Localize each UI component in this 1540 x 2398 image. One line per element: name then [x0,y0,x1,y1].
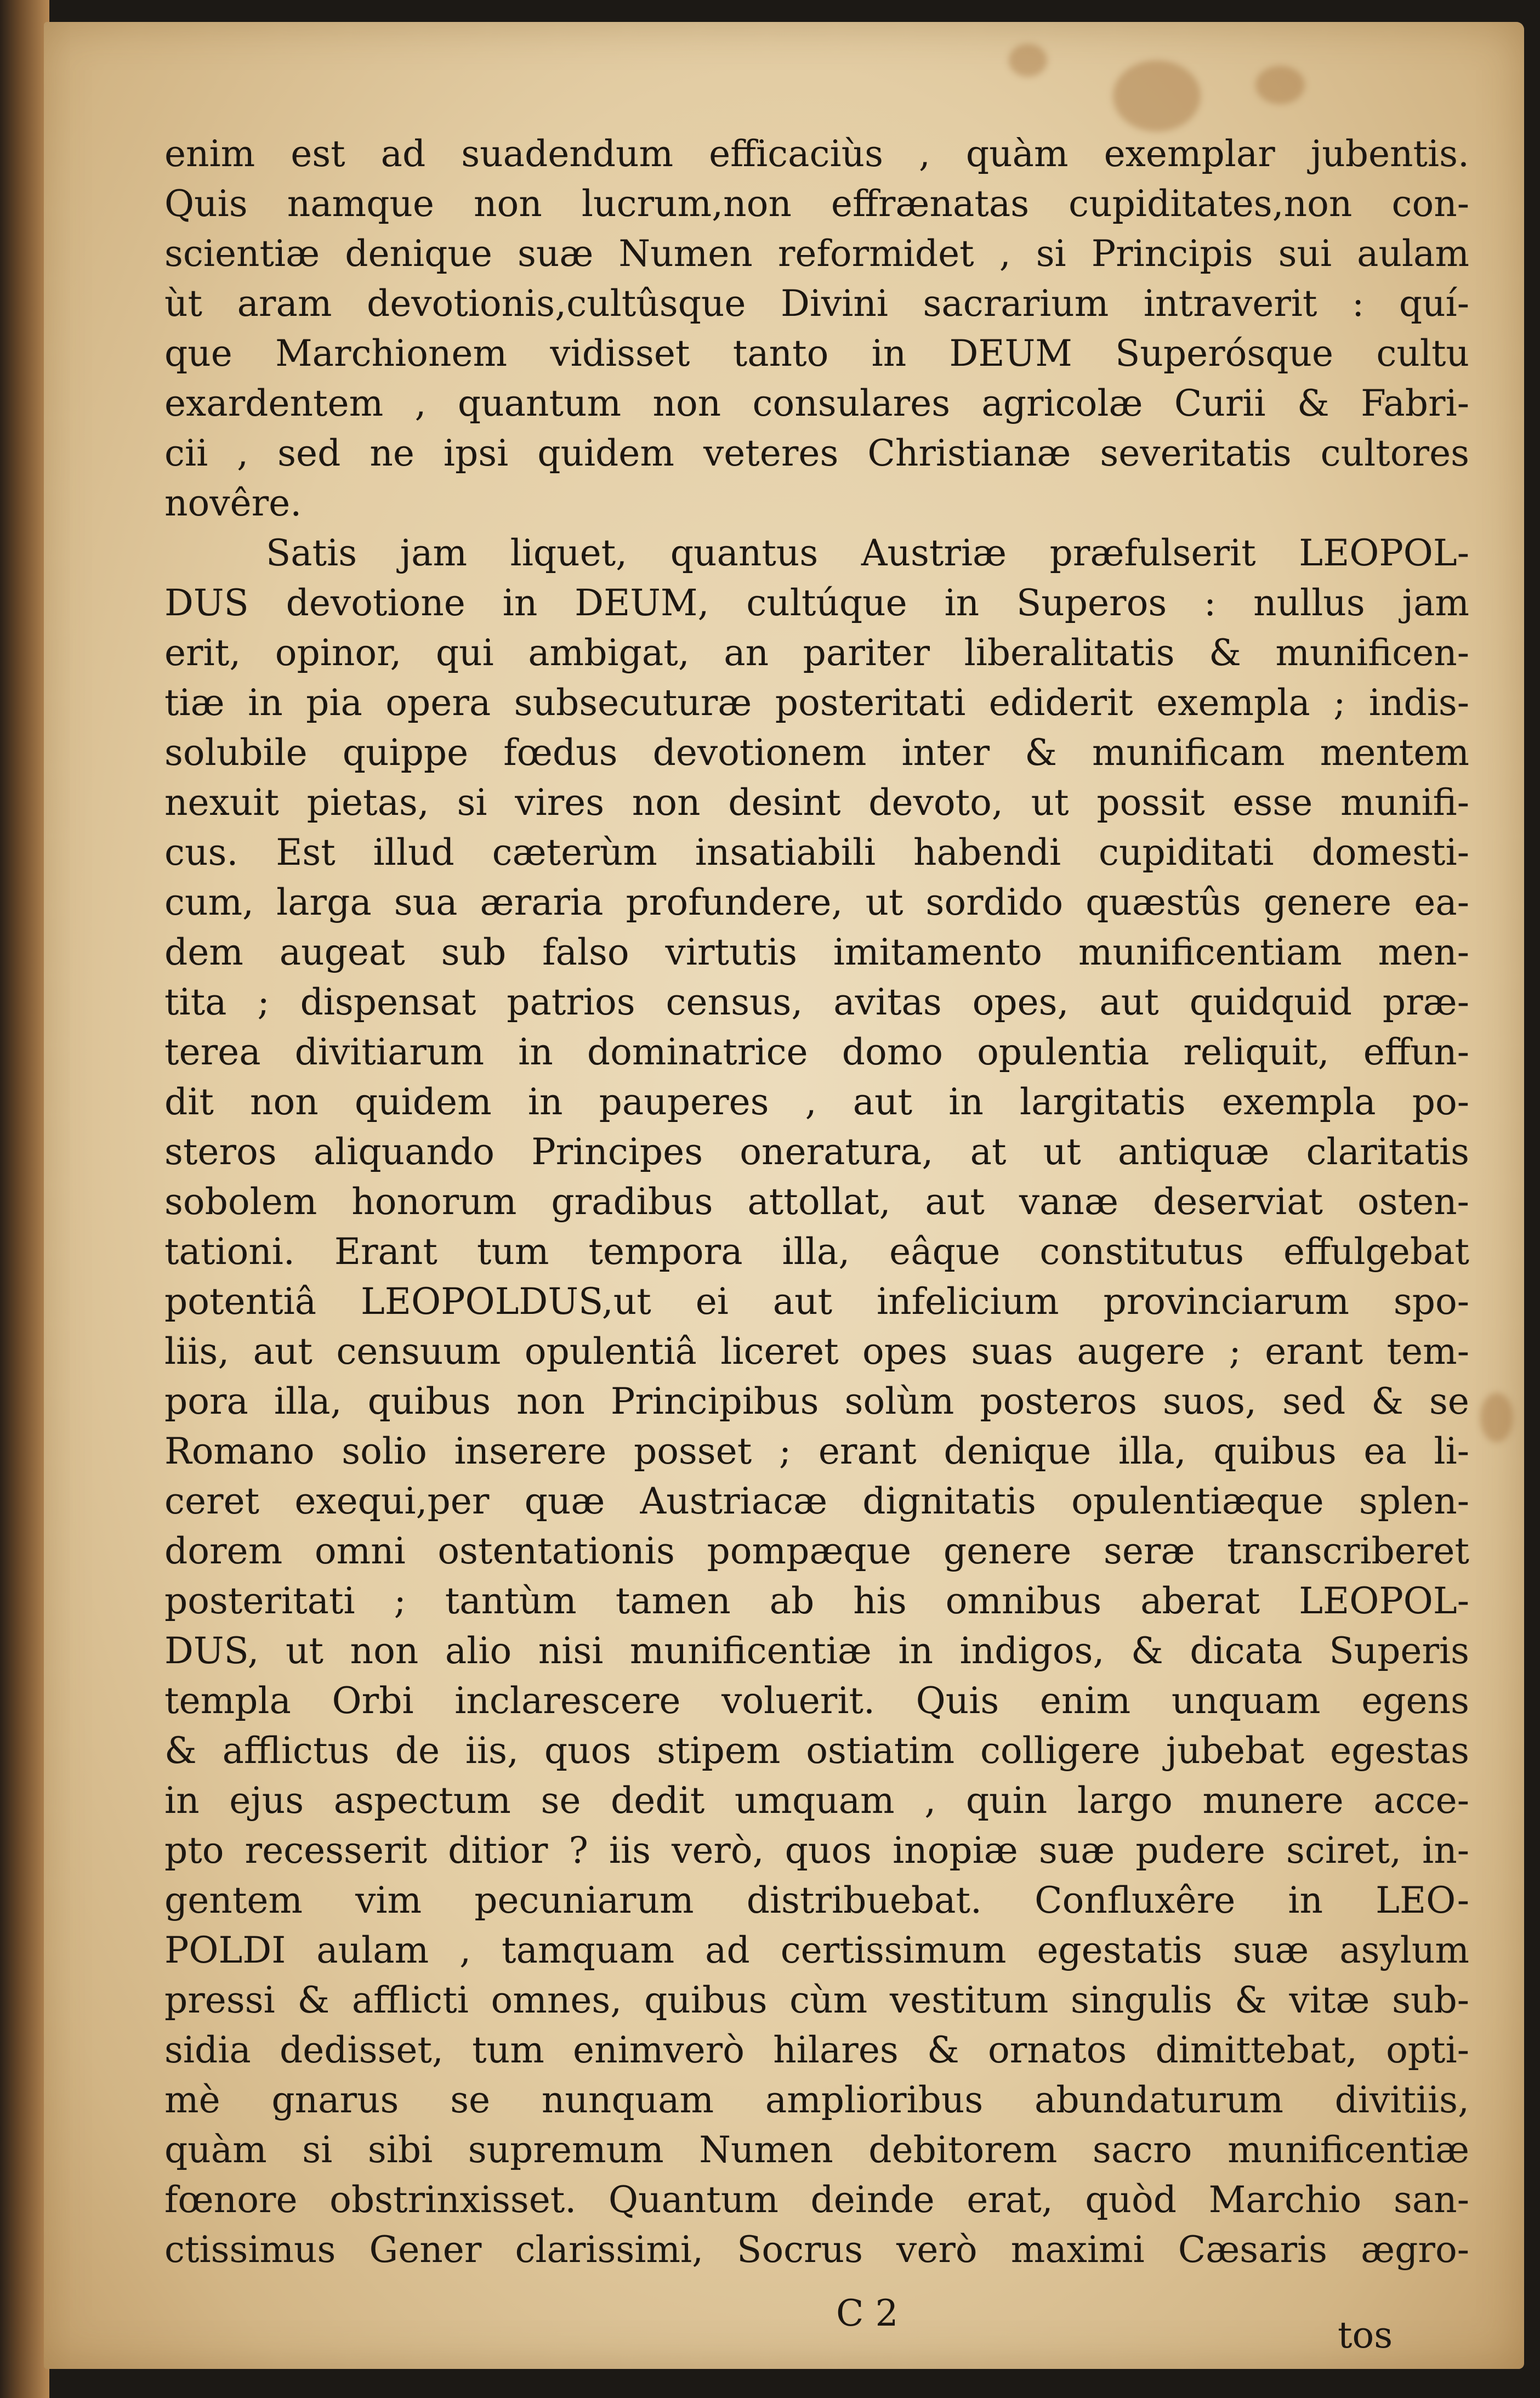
text-line: liis, aut censuum opulentiâ liceret opes suas augere ; erant tem- [164,1330,1469,1373]
text-line: enim est ad suadendum efficaciùs , quàm exemplar jubentis. [164,133,1469,175]
text-line: steros aliquando Principes oneratura, at ut antiquæ claritatis [164,1131,1469,1173]
text-line: ceret exequi,per quæ Austriacæ dignitatis opulentiæque splen- [164,1480,1469,1522]
text-line: cus. Est illud cæterùm insatiabili habendi cupiditati domesti- [164,831,1469,874]
foxing-stain [1113,60,1201,132]
foxing-stain [1255,66,1305,104]
signature-mark: C 2 [836,2292,899,2334]
text-line: dit non quidem in pauperes , aut in largitatis exempla po- [164,1081,1469,1123]
text-line: dem augeat sub falso virtutis imitamento munificentiam men- [164,931,1469,973]
text-line: terea divitiarum in dominatrice domo opulentia reliquit, effun- [164,1031,1469,1073]
text-line: que Marchionem vidisset tanto in DEUM Superósque cultu [164,332,1469,375]
text-line: in ejus aspectum se dedit umquam , quin largo munere acce- [164,1779,1469,1822]
text-line: potentiâ LEOPOLDUS,ut ei aut infelicium provinciarum spo- [164,1280,1469,1323]
text-line: dorem omni ostentationis pompæque genere seræ transcriberet [164,1530,1469,1572]
text-line: & afflictus de iis, quos stipem ostiatim colligere jubebat egestas [164,1730,1469,1772]
text-line: pressi & afflicti omnes, quibus cùm vestitum singulis & vitæ sub- [164,1979,1469,2021]
catchword: tos [1338,2314,1393,2356]
text-line: scientiæ denique suæ Numen reformidet , si Principis sui aulam [164,233,1469,275]
text-line: pto recesserit ditior ? iis verò, quos inopiæ suæ pudere sciret, in- [164,1829,1469,1872]
text-line: tita ; dispensat patrios census, avitas opes, aut quidquid præ- [164,981,1469,1023]
text-line: cum, larga sua æraria profundere, ut sordido quæstûs genere ea- [164,881,1469,923]
text-line: POLDI aulam , tamquam ad certissimum egestatis suæ asylum [164,1929,1469,1971]
text-line: pora illa, quibus non Principibus solùm posteros suos, sed & se [164,1380,1469,1422]
text-line: Romano solio inserere posset ; erant denique illa, quibus ea li- [164,1430,1469,1472]
text-line: mè gnarus se nunquam amplioribus abundaturum divitiis, [164,2079,1469,2121]
text-line: sidia dedisset, tum enimverò hilares & ornatos dimittebat, opti- [164,2029,1469,2071]
text-line: novêre. [164,482,302,524]
text-line: tationi. Erant tum tempora illa, eâque constitutus effulgebat [164,1231,1469,1273]
text-line: erit, opinor, qui ambigat, an pariter liberalitatis & munificen- [164,632,1469,674]
text-line: posteritati ; tantùm tamen ab his omnibus aberat LEOPOL- [164,1580,1469,1622]
text-line: gentem vim pecuniarum distribuebat. Confluxêre in LEO- [164,1879,1469,1921]
body-text [164,129,1469,2275]
text-line: fœnore obstrinxisset. Quantum deinde erat, quòd Marchio san- [164,2179,1469,2221]
text-line: cii , sed ne ipsi quidem veteres Christianæ severitatis cultores [164,432,1469,474]
text-line: sobolem honorum gradibus attollat, aut vanæ deserviat osten- [164,1181,1469,1223]
text-line: solubile quippe fœdus devotionem inter & munificam mentem [164,732,1469,774]
text-line: ctissimus Gener clarissimi, Socrus verò maximi Cæsaris ægro- [164,2229,1469,2271]
text-line: quàm si sibi supremum Numen debitorem sacro munificentiæ [164,2129,1469,2171]
book-spine [0,0,49,2398]
text-line: templa Orbi inclarescere voluerit. Quis enim unquam egens [164,1680,1469,1722]
text-line: Satis jam liquet, quantus Austriæ præfulserit LEOPOL- [266,532,1469,574]
text-line: nexuit pietas, si vires non desint devoto, ut possit esse munifi- [164,781,1469,824]
text-line: Quis namque non lucrum,non effrænatas cupiditates,non con- [164,183,1469,225]
text-line: ùt aram devotionis,cultûsque Divini sacrarium intraverit : quí- [164,282,1469,325]
foxing-stain [1009,44,1047,77]
text-line: DUS, ut non alio nisi munificentiæ in indigos, & dicata Superis [164,1630,1469,1672]
foxing-stain [1480,1393,1513,1442]
text-line: tiæ in pia opera subsecuturæ posteritati ediderit exempla ; indis- [164,682,1469,724]
text-line: DUS devotione in DEUM, cultúque in Superos : nullus jam [164,582,1469,624]
text-line: exardentem , quantum non consulares agricolæ Curii & Fabri- [164,382,1469,424]
page-footer [0,2292,1540,2356]
